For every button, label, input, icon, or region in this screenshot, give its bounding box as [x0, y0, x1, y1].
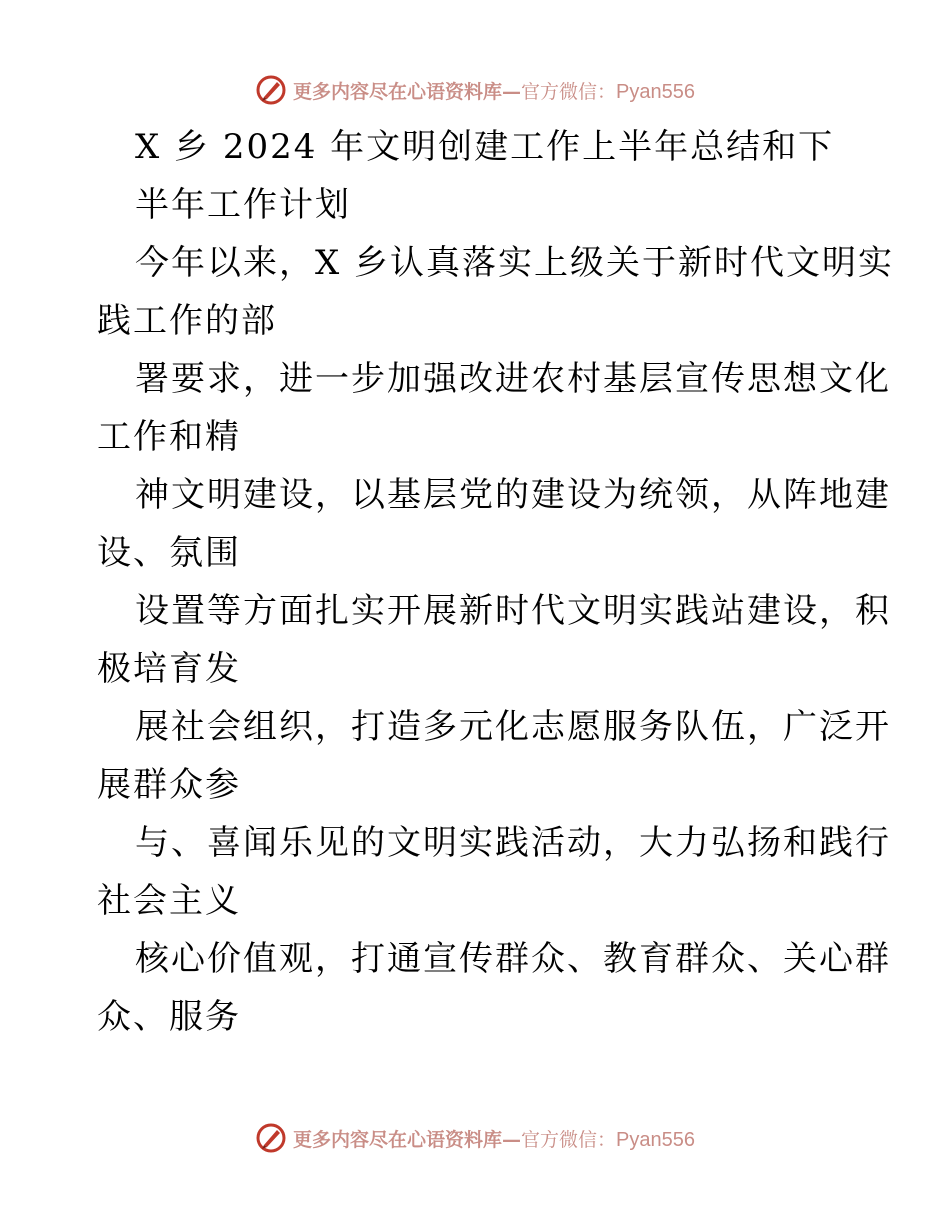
watermark-handle: Pyan556	[616, 80, 695, 103]
pen-logo-icon	[255, 74, 287, 106]
watermark-handle: Pyan556	[616, 1128, 695, 1151]
document-line: 与、喜闻乐见的文明实践活动，大力弘扬和践行	[135, 823, 891, 863]
watermark-slogan: 更多内容尽在心语资料库	[293, 80, 503, 103]
document-line: 践工作的部	[97, 301, 277, 341]
watermark-slogan: 更多内容尽在心语资料库	[293, 1128, 503, 1151]
document-line: X 乡 2024 年文明创建工作上半年总结和下	[135, 127, 835, 167]
watermark-dash: —	[502, 1128, 522, 1151]
header-watermark-banner	[0, 70, 950, 110]
watermark-text	[293, 1125, 695, 1152]
watermark-wechat-label: 官方微信：	[521, 1128, 617, 1151]
document-line: 设置等方面扎实开展新时代文明实践站建设，积	[135, 591, 891, 631]
document-line: 今年以来，X 乡认真落实上级关于新时代文明实	[135, 243, 895, 283]
document-line: 工作和精	[97, 417, 241, 457]
pen-logo-icon	[255, 1122, 287, 1154]
document-body	[97, 118, 895, 1046]
document-line: 众、服务	[97, 997, 241, 1037]
document-line: 神文明建设，以基层党的建设为统领，从阵地建	[135, 475, 891, 515]
document-line: 核心价值观，打通宣传群众、教育群众、关心群	[135, 939, 891, 979]
document-line: 署要求，进一步加强改进农村基层宣传思想文化	[135, 359, 891, 399]
document-line: 展社会组织，打造多元化志愿服务队伍，广泛开	[135, 707, 891, 747]
document-line: 设、氛围	[97, 533, 241, 573]
watermark-wechat-label: 官方微信：	[521, 80, 617, 103]
watermark-text	[293, 77, 695, 104]
document-line: 半年工作计划	[135, 185, 351, 225]
document-line: 社会主义	[97, 881, 241, 921]
document-line: 展群众参	[97, 765, 241, 805]
watermark-dash: —	[502, 80, 522, 103]
document-line: 极培育发	[97, 649, 241, 689]
footer-watermark-banner	[0, 1118, 950, 1158]
